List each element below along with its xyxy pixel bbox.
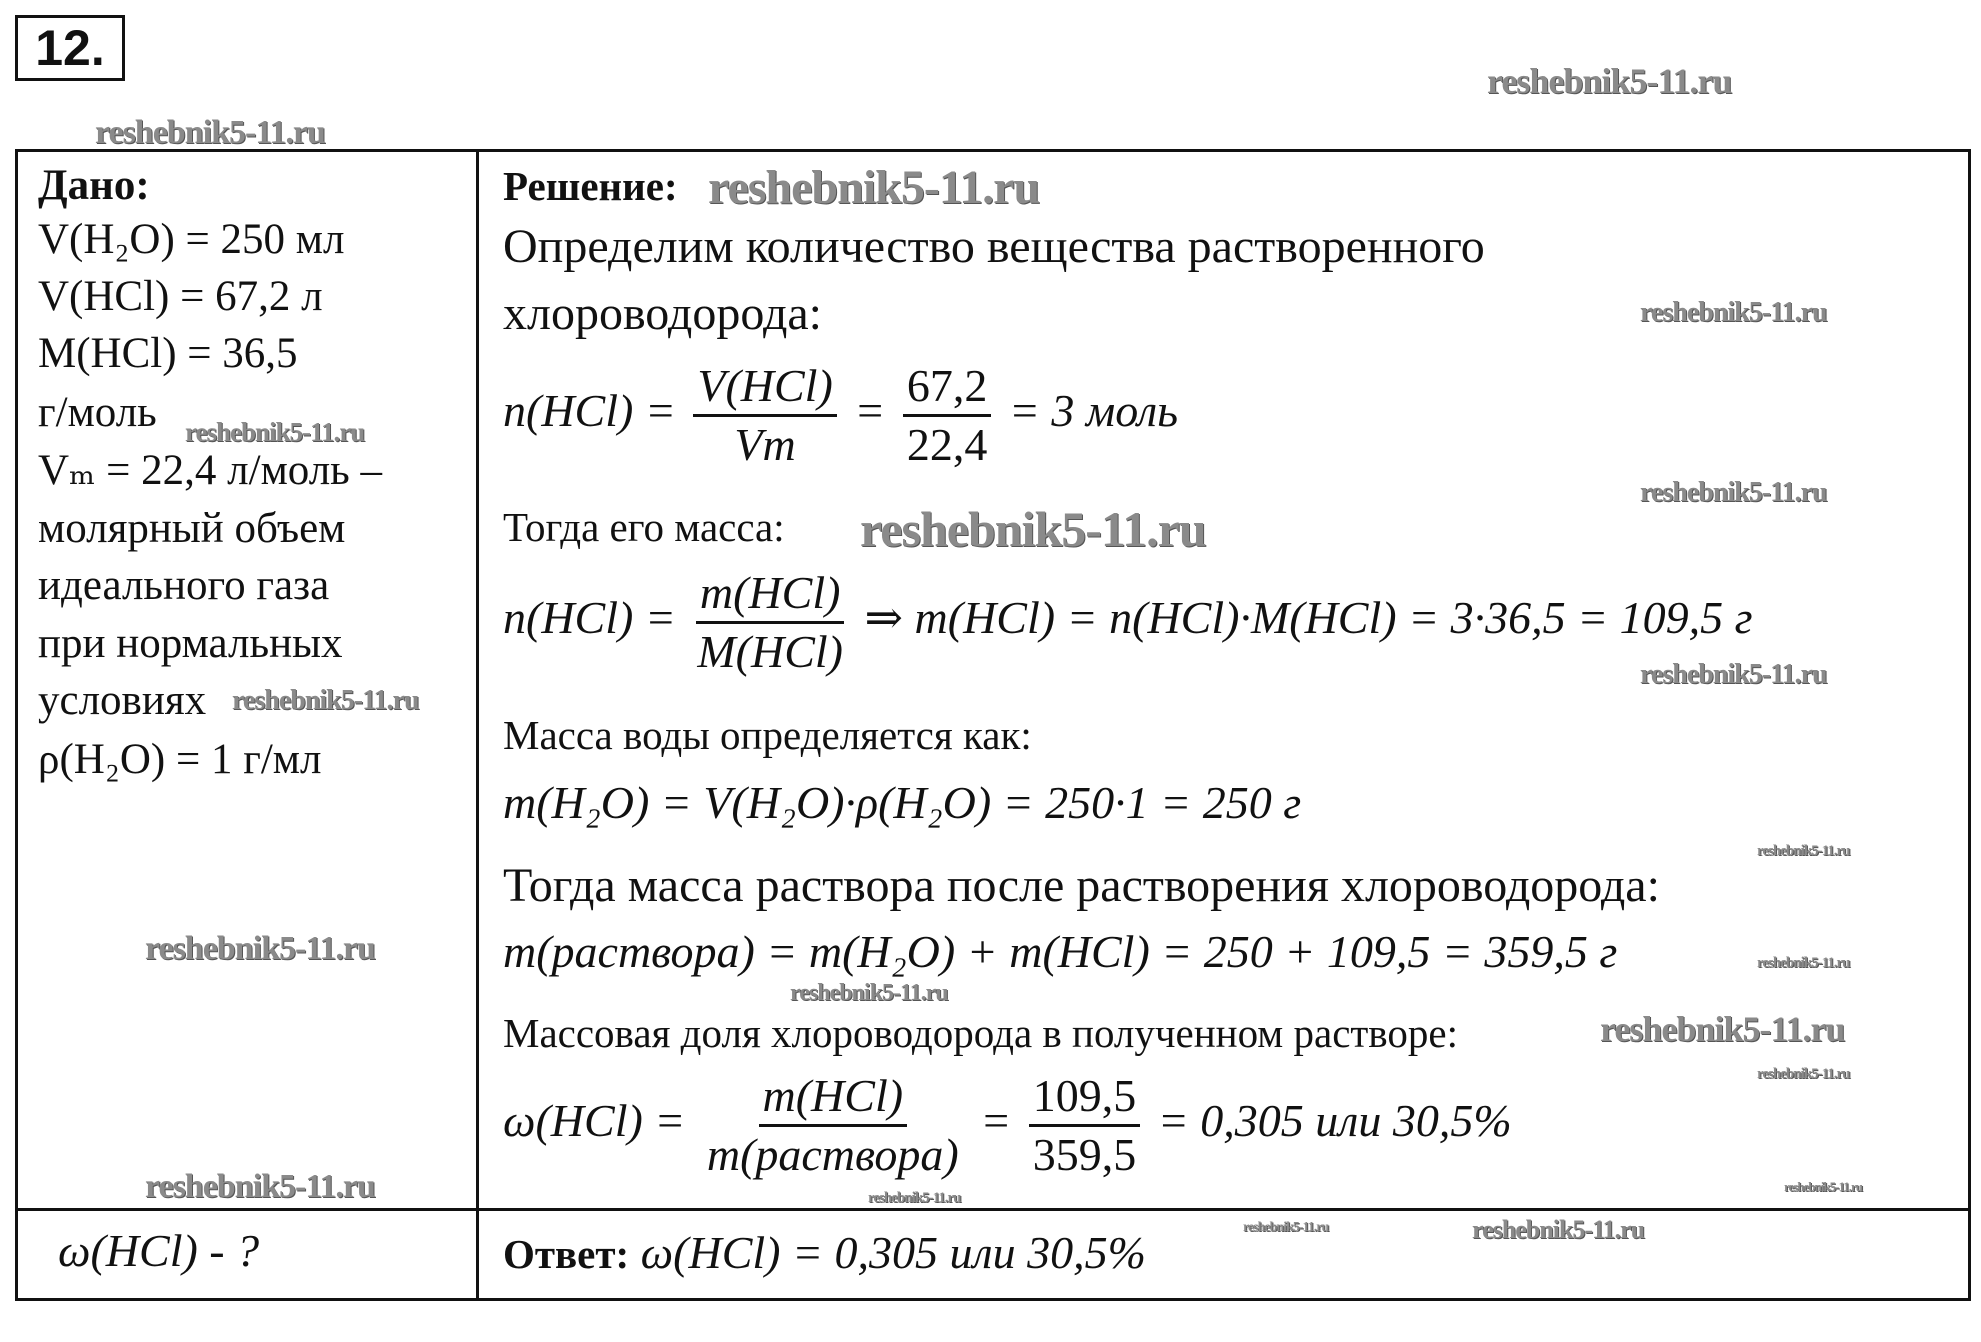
formula-part: ⇒ m(HCl) = n(HCl)·M(HCl) = 3·36,5 = 109,5 г [864, 592, 1753, 644]
watermark: reshebnik5-11.ru [1757, 955, 1850, 971]
formula-part: = [854, 385, 886, 437]
fraction-denominator: 359,5 [1032, 1129, 1137, 1180]
fraction-numerator: 109,5 [1029, 1068, 1141, 1127]
watermark: reshebnik5-11.ru [1640, 297, 1827, 328]
formula-mass-water: m(H₂O) = V(H₂O)·ρ(H₂O) = 250·1 = 250 г [503, 777, 1302, 828]
watermark: reshebnik5-11.ru [232, 685, 419, 716]
watermark: reshebnik5-11.ru [1472, 1215, 1645, 1244]
formula-part: = 3 моль [1008, 385, 1179, 437]
problem-number: 12. [15, 15, 125, 81]
watermark: reshebnik5-11.ru [860, 501, 1206, 557]
given-title: Дано: [38, 162, 150, 209]
watermark: reshebnik5-11.ru [1600, 1009, 1845, 1049]
formula-mass-solution: m(раствора) = m(H₂O) + m(HCl) = 250 + 109,5 = 359,5 г [503, 926, 1618, 977]
watermark: reshebnik5-11.ru [1757, 843, 1850, 859]
watermark: reshebnik5-11.ru [790, 980, 948, 1006]
given-line: V(H₂O) = 250 мл [38, 216, 345, 263]
formula-part: n(HCl) = [503, 385, 676, 437]
formula-moles [503, 358, 1178, 473]
watermark: reshebnik5-11.ru [1640, 659, 1827, 690]
solution-text: хлороводорода: [503, 287, 823, 340]
answer-line [503, 1226, 1146, 1279]
watermark: reshebnik5-11.ru [868, 1190, 961, 1206]
solution-text: Определим количество вещества растворенного [503, 220, 1485, 273]
solution-text: Массовая доля хлороводорода в полученном растворе: [503, 1010, 1458, 1056]
watermark: reshebnik5-11.ru [95, 114, 325, 151]
formula-mass-hcl [503, 565, 1753, 680]
formula-mass-fraction [503, 1068, 1512, 1183]
column-divider [476, 149, 479, 1298]
given-line: г/моль [38, 389, 157, 436]
fraction-numerator: m(HCl) [696, 565, 845, 624]
formula-part: = [980, 1095, 1012, 1147]
fraction-denominator: m(раствора) [706, 1129, 959, 1180]
watermark: reshebnik5-11.ru [145, 1168, 375, 1205]
fraction-denominator: M(HCl) [697, 626, 843, 677]
fraction-denominator: Vm [734, 419, 796, 470]
watermark: reshebnik5-11.ru [1784, 1179, 1863, 1194]
watermark: reshebnik5-11.ru [708, 161, 1040, 214]
formula-part: n(HCl) = [503, 592, 676, 644]
answer-label: Ответ: [503, 1231, 630, 1277]
fraction-numerator: 67,2 [903, 358, 992, 417]
given-line: M(HCl) = 36,5 [38, 330, 298, 377]
solution-text: Тогда масса раствора после растворения хлороводорода: [503, 859, 1660, 912]
watermark: reshebnik5-11.ru [1243, 1220, 1329, 1235]
fraction-denominator: 22,4 [906, 419, 988, 470]
watermark: reshebnik5-11.ru [1487, 61, 1732, 101]
solution-text: Тогда его масса: [503, 504, 785, 550]
fraction-numerator: m(HCl) [759, 1068, 908, 1127]
answer-value: ω(HCl) = 0,305 или 30,5% [640, 1227, 1146, 1278]
watermark: reshebnik5-11.ru [145, 930, 375, 967]
given-line: при нормальных [38, 620, 343, 667]
given-line: ρ(H₂O) = 1 г/мл [38, 736, 322, 783]
given-line: условиях [38, 677, 207, 724]
solution-title: Решение: [503, 163, 678, 209]
watermark: reshebnik5-11.ru [185, 417, 365, 447]
watermark: reshebnik5-11.ru [1640, 477, 1827, 508]
given-line: V(HCl) = 67,2 л [38, 273, 323, 320]
given-line: Vₘ = 22,4 л/моль – [38, 447, 383, 494]
formula-part: ω(HCl) = [503, 1095, 686, 1147]
watermark: reshebnik5-11.ru [1757, 1066, 1850, 1082]
formula-part: = 0,305 или 30,5% [1157, 1095, 1512, 1147]
given-line: молярный объем [38, 505, 346, 552]
row-divider [15, 1208, 1969, 1211]
fraction-numerator: V(HCl) [693, 358, 836, 417]
find-quantity: ω(HCl) - ? [58, 1225, 260, 1276]
given-line: идеального газа [38, 562, 330, 609]
solution-text: Масса воды определяется как: [503, 712, 1032, 758]
